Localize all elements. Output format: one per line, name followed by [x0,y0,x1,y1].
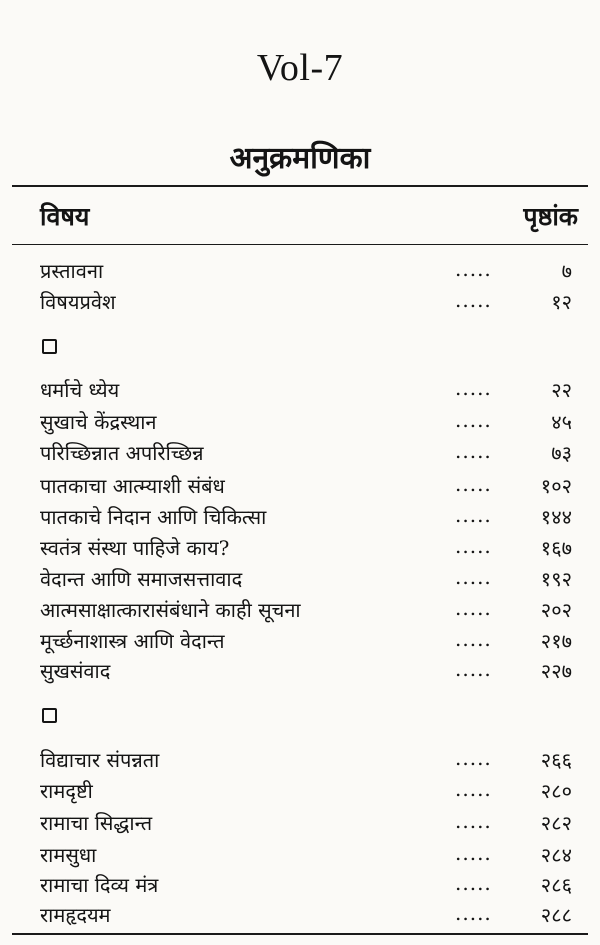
toc-entry [40,257,578,287]
toc-entry-dots: ..... [455,746,492,770]
toc-entry [40,408,578,438]
toc-entry-title: धर्माचे ध्येय [40,378,120,402]
column-header-page: पृष्ठांक [523,202,578,231]
toc-entry-title: सुखसंवाद [40,659,111,683]
volume-label: Vol-7 [256,47,344,89]
footer-rule [12,933,588,935]
toc-entry-page: २२७ [540,659,572,683]
toc-entry-page: ७३ [551,441,572,465]
toc-entry-dots: ..... [455,901,492,925]
toc-entry-dots: ..... [455,565,492,589]
toc-entry-dots: ..... [455,257,492,281]
toc-entry-page: २८४ [540,843,572,867]
toc-entry-title: रामाचा दिव्य मंत्र [40,873,159,897]
toc-entry-dots: ..... [455,503,492,527]
toc-entry-page: २२ [551,378,572,402]
toc-entry [40,565,578,595]
toc-entry [40,503,578,533]
toc-entry-dots: ..... [455,841,492,865]
toc-entry-title: विद्याचार संपन्नता [40,748,160,772]
square-outline-icon [42,708,57,723]
toc-entry [40,439,578,469]
toc-entry [40,871,578,901]
toc-entry-title: वेदान्त आणि समाजसत्तावाद [40,567,243,591]
toc-entry [40,841,578,871]
toc-entry-title: विषयप्रवेश [40,290,116,314]
toc-entry-page: १०२ [540,474,572,498]
toc-entry-title: सुखाचे केंद्रस्थान [40,410,157,434]
toc-entry-page: २८६ [540,873,572,897]
toc-entry-dots: ..... [455,439,492,463]
header-top-rule [12,185,588,187]
toc-entry-page: ४५ [551,410,572,434]
toc-entry-page: १६७ [540,536,572,560]
toc-entry [40,777,578,807]
toc-entry-page: १४४ [540,505,572,529]
toc-entry-dots: ..... [455,288,492,312]
toc-entry-title: मूर्च्छनाशास्त्र आणि वेदान्त [40,629,225,653]
toc-entry-title: परिच्छिन्नात अपरिच्छिन्न [40,441,204,465]
toc-entry-title: रामसुधा [40,843,97,867]
header-bottom-rule [12,244,588,245]
toc-entry-dots: ..... [455,777,492,801]
toc-entry-page: १९२ [540,567,572,591]
toc-entry-dots: ..... [455,534,492,558]
toc-entry-title: स्वतंत्र संस्था पाहिजे काय? [40,536,230,560]
toc-entry-title: आत्मसाक्षात्कारासंबंधाने काही सूचना [40,598,301,622]
toc-entry-page: २८० [540,779,572,803]
toc-entry-title: पातकाचा आत्म्याशी संबंध [40,474,225,498]
toc-entry [40,746,578,776]
toc-entry [40,809,578,839]
toc-entry [40,596,578,626]
toc-entry-dots: ..... [455,408,492,432]
toc-entry-page: २१७ [540,629,572,653]
toc-entry-title: रामाचा सिद्धान्त [40,811,153,835]
toc-entry-page: २८८ [540,903,572,927]
toc-entry-page: १२ [551,290,572,314]
toc-entry-dots: ..... [455,657,492,681]
toc-entry-page: २८२ [540,811,572,835]
toc-entry-title: पातकाचे निदान आणि चिकित्सा [40,505,267,529]
toc-entry-dots: ..... [455,472,492,496]
toc-entry [40,627,578,657]
toc-entry-title: रामहृदयम [40,903,111,927]
toc-entry-dots: ..... [455,871,492,895]
toc-entry [40,376,578,406]
toc-entry-title: प्रस्तावना [40,259,104,283]
toc-entry-dots: ..... [455,627,492,651]
toc-title: अनुक्रमणिका [229,141,371,176]
toc-entry-page: ७ [561,259,572,283]
toc-entry-title: रामदृष्टी [40,779,93,803]
toc-entry-dots: ..... [455,376,492,400]
square-outline-icon [42,339,57,354]
toc-entry-dots: ..... [455,809,492,833]
toc-entry [40,288,578,318]
toc-entry [40,472,578,502]
toc-entry [40,901,578,931]
column-header-subject: विषय [40,202,90,231]
toc-entry [40,657,578,687]
toc-entry-page: २०२ [540,598,572,622]
toc-entry [40,534,578,564]
toc-entry-dots: ..... [455,596,492,620]
toc-entry-page: २६६ [540,748,572,772]
